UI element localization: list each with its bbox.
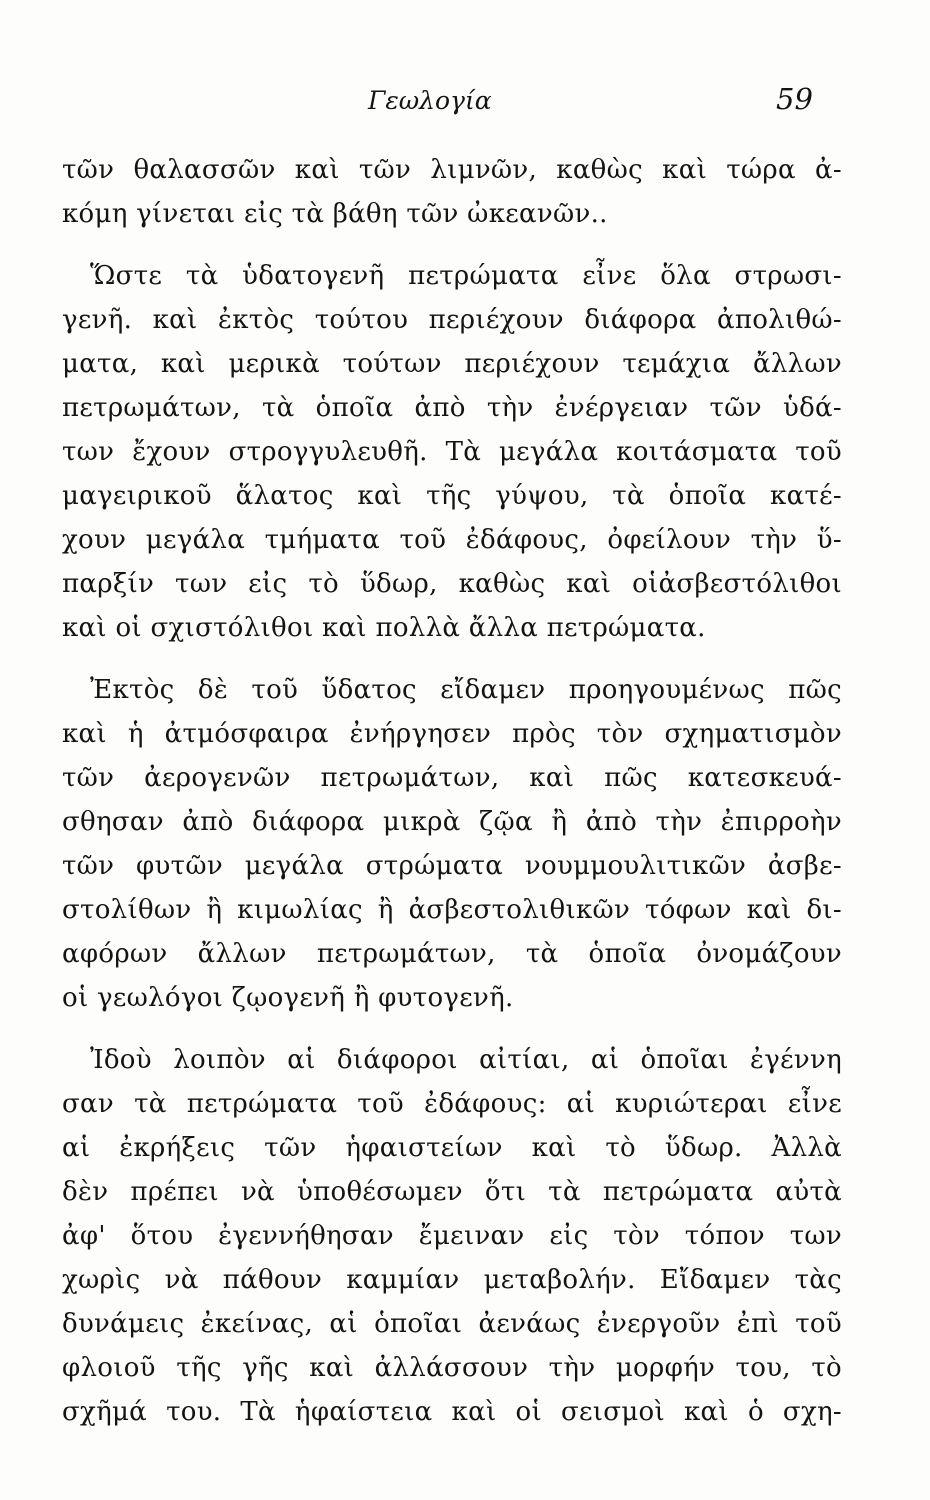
text-line: στολίθων ἢ κιμωλίας ἢ ἀσβεστολιθικῶν τόφων καὶ δι- [62, 895, 842, 925]
text-line: ἀφ' ὅτου ἐγεννήθησαν ἔμειναν εἰς τὸν τόπον των [62, 1221, 842, 1251]
text-line: γενῆ. καὶ ἐκτὸς τούτου περιέχουν διάφορα ἀπολιθώ- [62, 305, 842, 335]
text-line: σαν τὰ πετρώματα τοῦ ἐδάφους: αἱ κυριώτεραι εἶνε [62, 1089, 842, 1119]
body-text [62, 148, 842, 1434]
text-line: τῶν ἀερογενῶν πετρωμάτων, καὶ πῶς κατεσκευά- [62, 763, 842, 793]
text-line: πετρωμάτων, τὰ ὁποῖα ἀπὸ τὴν ἐνέργειαν τῶν ὑδά- [62, 393, 842, 423]
text-line: ματα, καὶ μερικὰ τούτων περιέχουν τεμάχια ἄλλων [62, 349, 842, 379]
text-line: αἱ ἐκρήξεις τῶν ἡφαιστείων καὶ τὸ ὕδωρ. Ἀλλὰ [62, 1133, 842, 1163]
text-line: χουν μεγάλα τμήματα τοῦ ἐδάφους, ὀφείλουν τὴν ὕ- [62, 525, 842, 555]
text-line: φλοιοῦ τῆς γῆς καὶ ἀλλάσσουν τὴν μορφήν του, τὸ [62, 1353, 842, 1383]
text-line: καὶ οἱ σχιστόλιθοι καὶ πολλὰ ἄλλα πετρώματα. [62, 613, 706, 643]
text-line: τῶν φυτῶν μεγάλα στρώματα νουμμουλιτικῶν ἀσβε- [62, 851, 842, 881]
paragraph-4 [62, 1038, 842, 1434]
text-line: Ἰδοὺ λοιπὸν αἱ διάφοροι αἰτίαι, αἱ ὁποῖαι ἐγέννη [90, 1045, 842, 1075]
text-line: των ἔχουν στρογγυλευθῆ. Τὰ μεγάλα κοιτάσματα τοῦ [62, 437, 842, 467]
text-line: σθησαν ἀπὸ διάφορα μικρὰ ζῷα ἢ ἀπὸ τὴν ἐπιρροὴν [62, 807, 842, 837]
text-line: οἱ γεωλόγοι ζῳογενῆ ἢ φυτογενῆ. [62, 983, 514, 1013]
paragraph-1 [62, 148, 842, 236]
text-line: παρξίν των εἰς τὸ ὕδωρ, καθὼς καὶ οἱἀσβεστόλιθοι [62, 569, 842, 599]
text-line: Ὥστε τὰ ὑδατογενῆ πετρώματα εἶνε ὅλα στρωσι- [90, 261, 842, 291]
text-line: καὶ ἡ ἀτμόσφαιρα ἐνήργησεν πρὸς τὸν σχηματισμὸν [62, 719, 842, 749]
text-line: τῶν θαλασσῶν καὶ τῶν λιμνῶν, καθὼς καὶ τώρα ἀ- [62, 155, 842, 185]
text-line: Ἐκτὸς δὲ τοῦ ὕδατος εἴδαμεν προηγουμένως πῶς [90, 675, 842, 705]
paragraph-3 [62, 668, 842, 1020]
text-line: μαγειρικοῦ ἅλατος καὶ τῆς γύψου, τὰ ὁποῖα κατέ- [62, 481, 842, 511]
text-line: κόμη γίνεται εἰς τὰ βάθη τῶν ὠκεανῶν.. [62, 199, 608, 229]
text-line: σχῆμά του. Τὰ ἡφαίστεια καὶ οἱ σεισμοὶ καὶ ὁ σχη- [62, 1397, 842, 1427]
text-line: δὲν πρέπει νὰ ὑποθέσωμεν ὅτι τὰ πετρώματα αὐτὰ [62, 1177, 842, 1207]
text-line: αφόρων ἄλλων πετρωμάτων, τὰ ὁποῖα ὀνομάζουν [62, 939, 842, 969]
page-number: 59 [776, 82, 813, 116]
paragraph-2 [62, 254, 842, 650]
running-title: Γεωλογία [368, 86, 492, 115]
page-header [0, 82, 930, 122]
text-line: χωρὶς νὰ πάθουν καμμίαν μεταβολήν. Εἴδαμεν τὰς [62, 1265, 842, 1295]
text-line: δυνάμεις ἐκείνας, αἱ ὁποῖαι ἀενάως ἐνεργοῦν ἐπὶ τοῦ [62, 1309, 842, 1339]
